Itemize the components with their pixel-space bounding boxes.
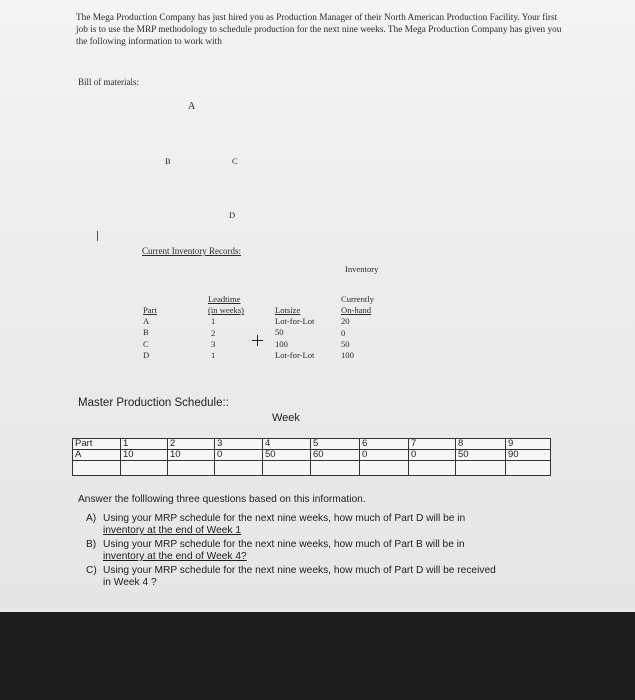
leadtime-c: 3 — [211, 338, 216, 349]
mps-part-a: A — [73, 450, 121, 461]
intro-paragraph: The Mega Production Company has just hired you as Production Manager of their North American Production Facility. Your first job is to use the MRP methodology to schedule production for the next nine weeks. The Mega Production Company has given you the following information to work with — [76, 13, 562, 47]
leadtime-b: 2 — [211, 327, 216, 338]
mps-week-3: 3 — [215, 439, 263, 450]
question-a-line-1: Using your MRP schedule for the next nine weeks, how much of Part D will be in — [103, 513, 466, 524]
leadtime-header-line-2: (in weeks) — [208, 305, 245, 316]
question-a-line-2: inventory at the end of Week 1 — [103, 525, 241, 536]
leadtime-a: 1 — [211, 316, 216, 327]
bill-of-materials-label: Bill of materials: — [78, 77, 139, 87]
lotsize-header: Lotsize — [275, 305, 301, 315]
part-a: A — [143, 316, 150, 327]
onhand-header-line-1: Currently — [341, 294, 374, 304]
mps-qty-week-1: 10 — [121, 450, 168, 461]
question-c-line-1: Using your MRP schedule for the next nine weeks, how much of Part D will be received — [103, 565, 496, 576]
mps-qty-week-2: 10 — [168, 450, 215, 461]
part-b: B — [143, 327, 149, 338]
lotsize-c: 100 — [275, 338, 288, 349]
mps-week-9: 9 — [506, 439, 551, 450]
mps-week-7: 7 — [409, 439, 456, 450]
part-column — [143, 305, 157, 361]
question-b-line-1: Using your MRP schedule for the next nine weeks, how much of Part B will be in — [103, 539, 465, 550]
part-c: C — [143, 338, 149, 349]
mps-table — [72, 438, 551, 476]
mps-week-4: 4 — [263, 439, 311, 450]
lotsize-column — [275, 305, 314, 361]
question-c — [86, 565, 558, 589]
part-column-header: Part — [143, 305, 157, 315]
mps-qty-week-8: 50 — [456, 450, 506, 461]
week-label: Week — [272, 412, 300, 424]
questions-section — [78, 494, 558, 589]
mps-week-1: 1 — [121, 439, 168, 450]
lotsize-d: Lot-for-Lot — [275, 349, 315, 360]
lotsize-b: 50 — [275, 327, 284, 338]
cursor-crosshair — [252, 335, 263, 346]
mps-qty-week-6: 0 — [360, 450, 409, 461]
leadtime-header-line-1: Leadtime — [208, 294, 241, 304]
mps-part-header: Part — [73, 439, 121, 450]
mps-title: Master Production Schedule:: — [78, 397, 229, 409]
mps-qty-week-7: 0 — [409, 450, 456, 461]
leadtime-d: 1 — [211, 350, 216, 361]
mps-week-6: 6 — [360, 439, 409, 450]
bom-node-b: B — [165, 156, 171, 166]
bom-node-d: D — [229, 210, 236, 220]
mps-part-a-row — [73, 450, 551, 461]
question-b — [86, 539, 558, 563]
dark-background — [0, 612, 635, 700]
mps-week-5: 5 — [311, 439, 360, 450]
onhand-c: 50 — [341, 338, 350, 349]
lotsize-a: Lot-for-Lot — [275, 316, 315, 327]
mps-qty-week-9: 90 — [506, 450, 551, 461]
inventory-header: Inventory — [345, 264, 379, 274]
part-d: D — [143, 349, 150, 360]
question-c-label: C) — [86, 565, 97, 576]
mps-qty-week-3: 0 — [215, 450, 263, 461]
mps-qty-week-4: 50 — [263, 450, 311, 461]
question-a — [86, 513, 558, 537]
mps-empty-row — [73, 461, 551, 476]
mps-qty-week-5: 60 — [311, 450, 360, 461]
onhand-d: 100 — [341, 350, 354, 361]
onhand-column — [341, 294, 374, 361]
mps-header-row — [73, 439, 551, 450]
question-b-label: B) — [86, 539, 97, 550]
leadtime-column — [208, 294, 244, 361]
onhand-a: 20 — [341, 316, 350, 327]
mps-week-8: 8 — [456, 439, 506, 450]
mps-week-2: 2 — [168, 439, 215, 450]
bom-node-a: A — [188, 101, 196, 112]
questions-title: Answer the folllowing three questions based on this information. — [78, 494, 366, 505]
bom-node-c: C — [232, 156, 238, 166]
inventory-records-title: Current Inventory Records: — [142, 246, 241, 256]
onhand-header-line-2: On-hand — [341, 305, 372, 316]
question-c-line-2: in Week 4 ? — [103, 577, 157, 588]
question-a-label: A) — [86, 513, 97, 524]
onhand-b: 0 — [341, 327, 346, 338]
stray-mark — [97, 231, 98, 241]
question-b-line-2: inventory at the end of Week 4? — [103, 551, 247, 562]
